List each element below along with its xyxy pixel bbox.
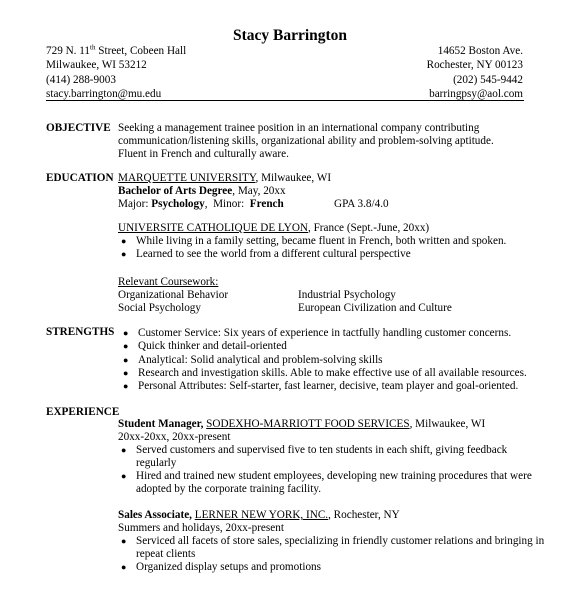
objective-title: OBJECTIVE [46, 122, 111, 134]
strengths-block [120, 327, 530, 393]
experience-title: EXPERIENCE [46, 406, 120, 418]
right-city: Rochester, NY 00123 [426, 59, 523, 72]
list-item: ● Hired and trained new student employees, developing new training procedures that were adopted by the corporate training facility. [121, 470, 532, 495]
list-item: ● Customer Service: Six years of experience in tactfully handling customer concerns. [123, 327, 512, 339]
right-email: barringpsy@aol.com [429, 87, 523, 100]
job-lerner [118, 509, 545, 574]
job-dates: Summers and holidays, 20xx-present [118, 522, 284, 534]
education-block [118, 172, 528, 211]
degree: Bachelor of Arts Degree, May, 20xx [118, 185, 286, 197]
left-email: stacy.barrington@mu.edu [46, 87, 162, 100]
list-item: ● Serviced all facets of store sales, specializing in friendly customer relations and bringing in repeat clients [121, 535, 545, 560]
strengths-list [120, 327, 530, 393]
gpa: GPA 3.8/4.0 [334, 198, 389, 210]
objective-line: Fluent in French and culturally aware. [118, 148, 289, 160]
job-sodexho [118, 418, 532, 496]
list-item: ● Personal Attributes: Self-starter, fast learner, decisive, team player and goal-oriented. [123, 380, 519, 393]
job-heading: Student Manager, SODEXHO-MARRIOTT FOOD SERVICES, Milwaukee, WI [118, 418, 486, 430]
coursework-block [118, 276, 528, 315]
bullet-icon: ● [123, 381, 129, 392]
right-phone: (202) 545-9442 [453, 73, 523, 86]
bullet-icon: ● [121, 249, 127, 259]
left-city: Milwaukee, WI 53212 [46, 59, 147, 72]
list-item: ● Research and investigation skills. Able to make effective use of all available resources. [123, 366, 527, 379]
objective-line: communication/listening skills, organizational ability and problem-solving aptitude. [118, 135, 494, 147]
objective-line: Seeking a management trainee position in an international company contributing [118, 122, 480, 134]
list-item: ● Served customers and supervised five to ten students in each shift, giving feedback regularly [121, 444, 508, 469]
bullet-icon: ● [123, 354, 129, 365]
major-minor: Major: Psychology, Minor: French GPA 3.8/4.0 [118, 198, 389, 210]
bullet-icon: ● [121, 562, 127, 572]
header-divider [46, 100, 524, 101]
bullet-icon: ● [121, 445, 127, 455]
lyon-block [118, 222, 528, 261]
school-lyon: UNIVERSITE CATHOLIQUE DE LYON, France (Sept.-June, 20xx) [118, 222, 430, 234]
left-street: 729 N. 11th Street, Cobeen Hall [46, 43, 187, 57]
bullet-icon: ● [121, 536, 127, 546]
bullet-icon: ● [123, 367, 129, 378]
list-item: ● Analytical: Solid analytical and problem-solving skills [123, 353, 383, 366]
job-dates: 20xx-20xx, 20xx-present [118, 431, 231, 443]
coursework-row: Organizational Behavior Industrial Psychology [118, 289, 396, 301]
list-item: ● Quick thinker and detail-oriented [123, 340, 287, 353]
list-item: ● Learned to see the world from a different cultural perspective [121, 248, 411, 260]
job-duties [118, 535, 545, 574]
list-item: ● Organized display setups and promotions [121, 561, 321, 573]
resume-name: Stacy Barrington [232, 27, 348, 44]
list-item: ● While living in a family setting, became fluent in French, both written and spoken. [121, 235, 507, 247]
lyon-list [118, 235, 528, 261]
coursework-row: Social Psychology European Civilization and Culture [118, 302, 452, 314]
left-phone: (414) 288-9003 [46, 73, 116, 86]
education-title: EDUCATION [46, 172, 114, 184]
contact-right [427, 44, 523, 101]
bullet-icon: ● [121, 471, 127, 481]
bullet-icon: ● [121, 236, 127, 246]
job-duties [118, 444, 532, 496]
coursework-label: Relevant Coursework: [118, 276, 219, 288]
right-street: 14652 Boston Ave. [437, 45, 523, 57]
bullet-icon: ● [123, 328, 129, 338]
job-heading: Sales Associate, LERNER NEW YORK, INC., Rochester, NY [118, 509, 400, 521]
contact-left [46, 44, 186, 101]
strengths-title: STRENGTHS [46, 326, 115, 338]
school-marquette: MARQUETTE UNIVERSITY, Milwaukee, WI [118, 172, 332, 184]
objective-text [118, 122, 528, 161]
bullet-icon: ● [123, 341, 129, 352]
